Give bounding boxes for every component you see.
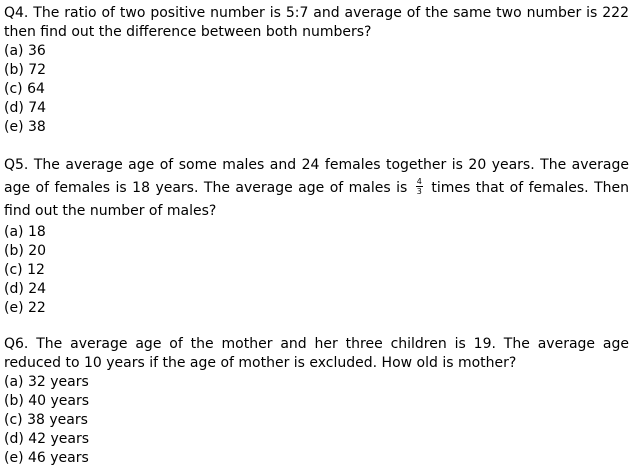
option-d: (d) 42 years [4, 431, 90, 447]
question-5-text [4, 154, 629, 223]
question-5-text-before: Q5. The average age of some males and 24 females together is 20 years. The average age of females is 18 years. The average age of males is [4, 157, 629, 196]
option-c: (c) 12 [4, 262, 45, 278]
option-a: (a) 18 [4, 224, 46, 240]
fraction-numerator: 4 [416, 176, 422, 186]
fraction [416, 177, 423, 196]
option-e: (e) 22 [4, 300, 46, 316]
question-5 [4, 154, 629, 318]
document [4, 0, 629, 468]
question-5-options [4, 223, 629, 318]
option-a: (a) 36 [4, 43, 46, 59]
option-c: (c) 64 [4, 81, 45, 97]
fraction-denominator: 3 [416, 186, 422, 196]
option-e: (e) 46 years [4, 450, 89, 466]
option-b: (b) 72 [4, 62, 47, 78]
question-4-options [4, 42, 629, 137]
question-4 [4, 4, 629, 137]
option-e: (e) 38 [4, 119, 46, 135]
option-a: (a) 32 years [4, 374, 89, 390]
question-6 [4, 335, 629, 468]
option-d: (d) 74 [4, 100, 47, 116]
option-d: (d) 24 [4, 281, 47, 297]
spacer [4, 318, 629, 331]
option-b: (b) 20 [4, 243, 47, 259]
question-5-text-after: times that of females. Then find out the number of males? [4, 180, 629, 219]
option-b: (b) 40 years [4, 393, 90, 409]
option-c: (c) 38 years [4, 412, 88, 428]
spacer [4, 137, 629, 150]
question-6-text: Q6. The average age of the mother and her three children is 19. The average age reduced to 10 years if the age of mother is excluded. How old is mother? [4, 336, 629, 371]
question-4-text: Q4. The ratio of two positive number is 5:7 and average of the same two number is 222 then find out the difference between both numbers? [4, 5, 629, 40]
question-6-options [4, 373, 629, 468]
